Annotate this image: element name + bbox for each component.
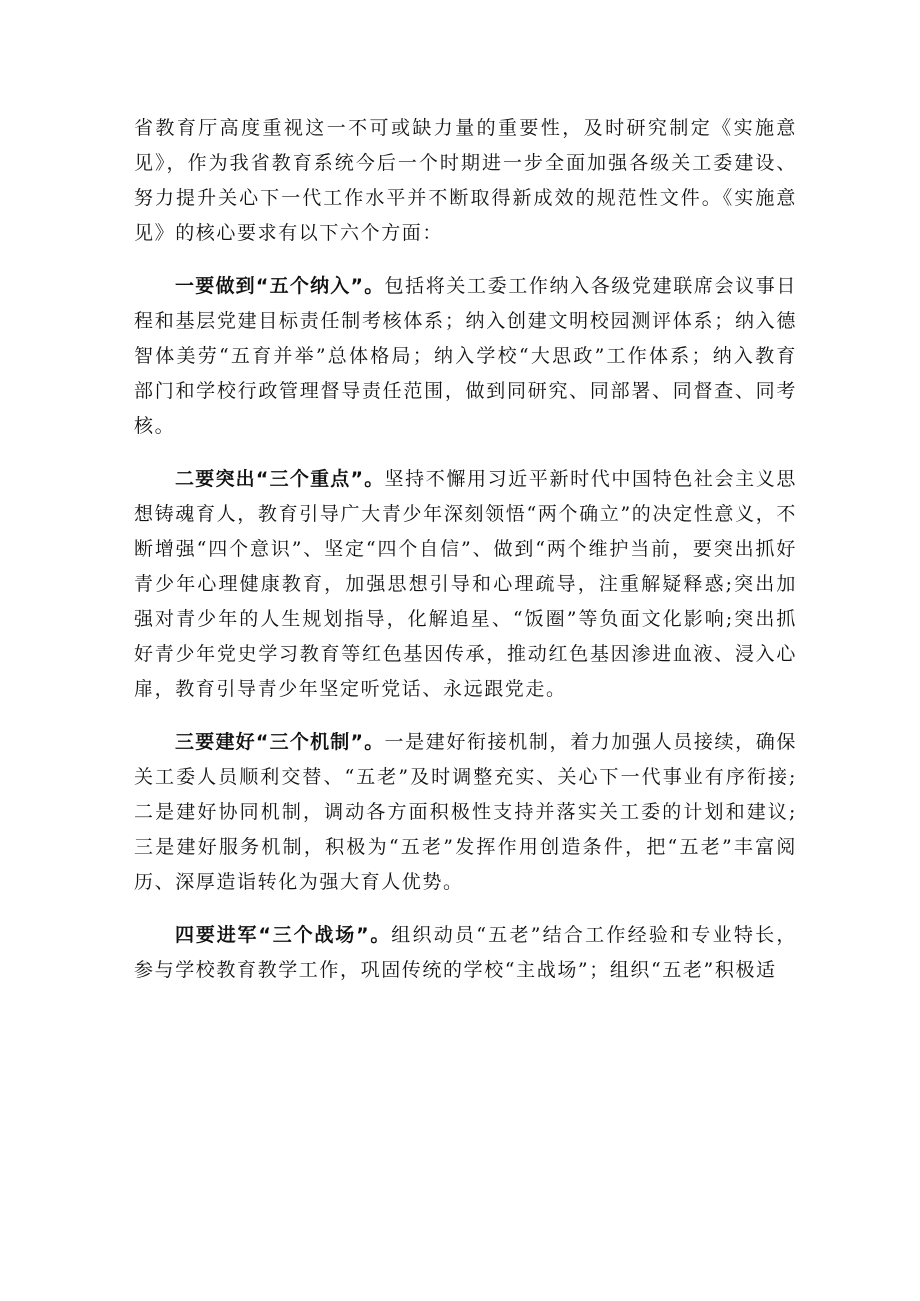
paragraph-intro (134, 111, 797, 251)
paragraph-three-priorities (134, 462, 797, 707)
paragraph-heading: 四要进军“三个战场”。 (175, 924, 392, 946)
paragraph-three-battlefields (134, 918, 797, 988)
document-body (134, 111, 797, 988)
paragraph-heading: 三要建好“三个机制”。 (175, 731, 385, 753)
paragraph-five-inclusions (134, 269, 797, 444)
paragraph-heading: 一要做到“五个纳入”。 (175, 275, 385, 297)
paragraph-text: 组织动员“五老”结合工作经验和专业特长，参与学校教育教学工作，巩固传统的学校“主战场”；组织“五老”积极适 (134, 924, 797, 981)
paragraph-heading: 二要突出“三个重点”。 (175, 468, 385, 490)
paragraph-text: 包括将关工委工作纳入各级党建联席会议事日程和基层党建目标责任制考核体系；纳入创建文明校园测评体系；纳入德智体美劳“五育并举”总体格局；纳入学校“大思政”工作体系；纳入教育部门和学校行政管理督导责任范围，做到同研究、同部署、同督查、同考核。 (134, 275, 797, 437)
paragraph-three-mechanisms (134, 725, 797, 900)
paragraph-text: 一是建好衔接机制，着力加强人员接续，确保关工委人员顺利交替、“五老”及时调整充实、关心下一代事业有序衔接;二是建好协同机制，调动各方面积极性支持并落实关工委的计划和建议;三是建好服务机制，积极为“五老”发挥作用创造条件，把“五老”丰富阅历、深厚造诣转化为强大育人优势。 (134, 731, 797, 893)
paragraph-intro-text: 省教育厅高度重视这一不可或缺力量的重要性，及时研究制定《实施意见》，作为我省教育系统今后一个时期进一步全面加强各级关工委建设、努力提升关心下一代工作水平并不断取得新成效的规范性文件。《实施意见》的核心要求有以下六个方面： (134, 117, 797, 244)
paragraph-text: 坚持不懈用习近平新时代中国特色社会主义思想铸魂育人，教育引导广大青少年深刻领悟“两个确立”的决定性意义，不断增强“四个意识”、坚定“四个自信”、做到“两个维护当前，要突出抓好青少年心理健康教育，加强思想引导和心理疏导，注重解疑释惑;突出加强对青少年的人生规划指导，化解追星、“饭圈”等负面文化影响;突出抓好青少年党史学习教育等红色基因传承，推动红色基因渗进血液、浸入心扉，教育引导青少年坚定听党话、永远跟党走。 (134, 468, 797, 700)
